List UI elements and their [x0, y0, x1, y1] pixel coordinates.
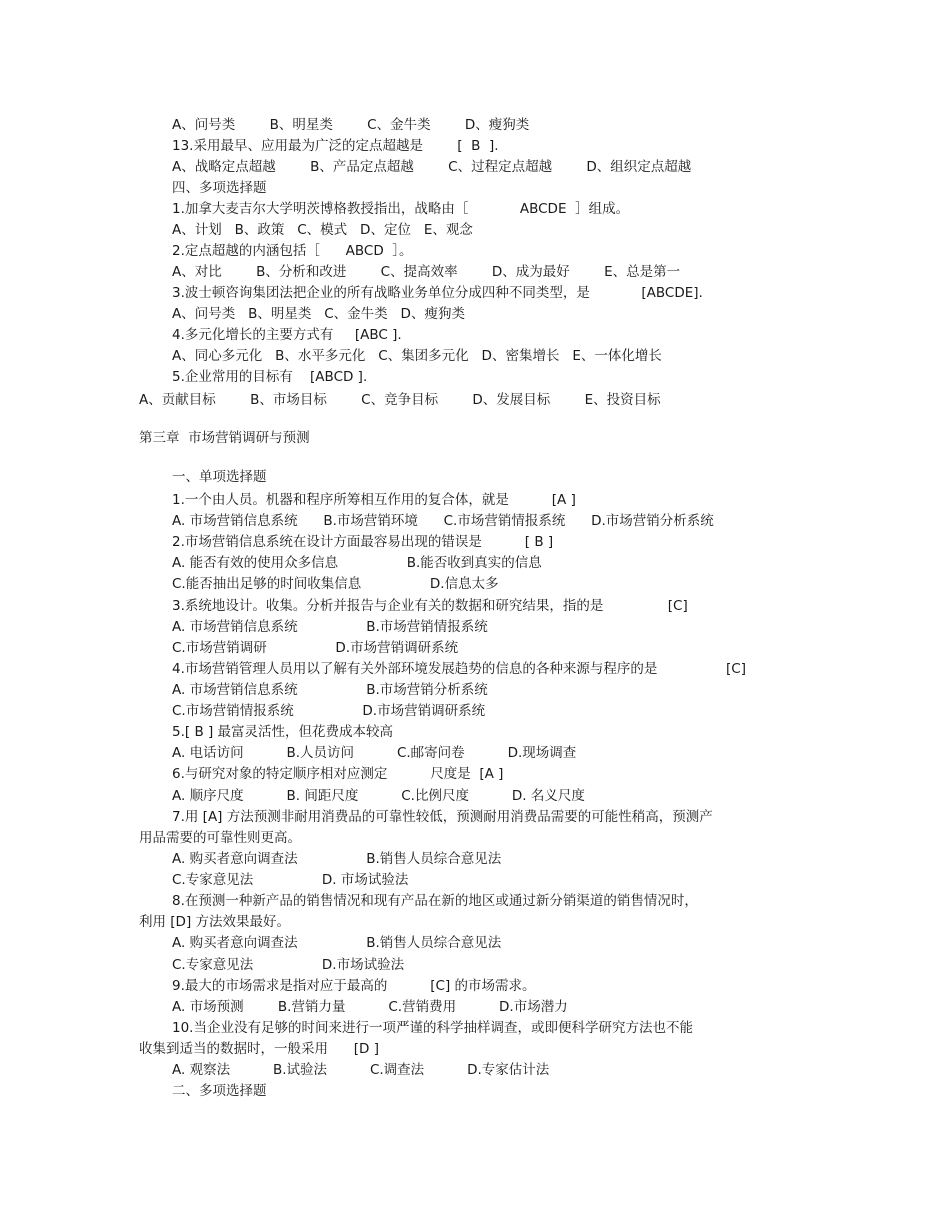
text-line: C.能否抽出足够的时间收集信息 D.信息太多	[172, 576, 499, 592]
text-line: A. 购买者意向调查法 B.销售人员综合意见法	[172, 935, 502, 951]
text-line: 2.市场营销信息系统在设计方面最容易出现的错误是 [ B ]	[172, 534, 554, 550]
text-line: A、计划 B、政策 C、模式 D、定位 E、观念	[172, 222, 473, 238]
text-line: C.专家意见法 D. 市场试验法	[172, 872, 409, 888]
text-line: 10.当企业没有足够的时间来进行一项严谨的科学抽样调查，或即便科学研究方法也不能	[172, 1020, 693, 1036]
text-line: 收集到适当的数据时，一般采用 [D ]	[139, 1041, 379, 1057]
text-line: 5.[ B ] 最富灵活性，但花费成本较高	[172, 724, 394, 740]
text-line: 8.在预测一种新产品的销售情况和现有产品在新的地区或通过新分销渠道的销售情况时，	[172, 893, 698, 909]
text-line: 13.采用最早、应用最为广泛的定点超越是 [ B ].	[172, 138, 499, 154]
section-heading: 二、多项选择题	[172, 1083, 267, 1099]
text-line: 1.一个由人员。机器和程序所筹相互作用的复合体，就是 [A ]	[172, 492, 576, 508]
text-line: 3.波士顿咨询集团法把企业的所有战略业务单位分成四种不同类型，是 [ABCDE].	[172, 285, 703, 301]
text-line: A、战略定点超越 B、产品定点超越 C、过程定点超越 D、组织定点超越	[172, 159, 692, 175]
text-line: A. 市场营销信息系统 B.市场营销环境 C.市场营销情报系统 D.市场营销分析系统	[172, 513, 714, 529]
text-line: A. 电话访问 B.人员访问 C.邮寄问卷 D.现场调查	[172, 745, 577, 761]
text-line: 2.定点超越的内涵包括［ ABCD ］。	[172, 243, 413, 259]
section-heading: 一、单项选择题	[172, 469, 267, 485]
text-line: A、同心多元化 B、水平多元化 C、集团多元化 D、密集增长 E、一体化增长	[172, 348, 662, 364]
text-line: 4.市场营销管理人员用以了解有关外部环境发展趋势的信息的各种来源与程序的是 [C]	[172, 661, 746, 677]
text-line: A. 能否有效的使用众多信息 B.能否收到真实的信息	[172, 555, 542, 571]
text-line: C.市场营销情报系统 D.市场营销调研系统	[172, 703, 486, 719]
text-line: 4.多元化增长的主要方式有 [ABC ].	[172, 327, 402, 343]
text-line: C.专家意见法 D.市场试验法	[172, 957, 405, 973]
text-line: A. 市场营销信息系统 B.市场营销分析系统	[172, 682, 488, 698]
text-line: 9.最大的市场需求是指对应于最高的 [C] 的市场需求。	[172, 978, 536, 994]
text-line: 1.加拿大麦吉尔大学明茨博格教授指出，战略由［ ABCDE ］组成。	[172, 201, 630, 217]
text-line: 用品需要的可靠性则更高。	[139, 830, 301, 846]
text-line: 6.与研究对象的特定顺序相对应测定 尺度是 [A ]	[172, 766, 504, 782]
text-line: A. 观察法 B.试验法 C.调查法 D.专家估计法	[172, 1062, 550, 1078]
chapter-title: 第三章 市场营销调研与预测	[139, 430, 310, 446]
text-line: A. 市场营销信息系统 B.市场营销情报系统	[172, 619, 488, 635]
section-heading: 四、多项选择题	[172, 180, 267, 196]
text-line: A、问号类 B、明星类 C、金牛类 D、瘦狗类	[172, 306, 465, 322]
text-line: A、问号类 B、明星类 C、金牛类 D、瘦狗类	[172, 117, 530, 133]
text-line: A、对比 B、分析和改进 C、提高效率 D、成为最好 E、总是第一	[172, 264, 681, 280]
text-line: A. 购买者意向调查法 B.销售人员综合意见法	[172, 851, 502, 867]
text-line: 7.用 [A] 方法预测非耐用消费品的可靠性较低，预测耐用消费品需要的可能性稍高，预测产	[172, 809, 713, 825]
text-line: 5.企业常用的目标有 [ABCD ].	[172, 369, 368, 385]
text-line: A. 市场预测 B.营销力量 C.营销费用 D.市场潜力	[172, 999, 568, 1015]
text-line: 利用 [D] 方法效果最好。	[139, 914, 291, 930]
text-line: A、贡献目标 B、市场目标 C、竞争目标 D、发展目标 E、投资目标	[139, 392, 661, 408]
text-line: 3.系统地设计。收集。分析并报告与企业有关的数据和研究结果，指的是 [C]	[172, 598, 688, 614]
text-line: C.市场营销调研 D.市场营销调研系统	[172, 640, 459, 656]
text-line: A. 顺序尺度 B. 间距尺度 C.比例尺度 D. 名义尺度	[172, 788, 585, 804]
